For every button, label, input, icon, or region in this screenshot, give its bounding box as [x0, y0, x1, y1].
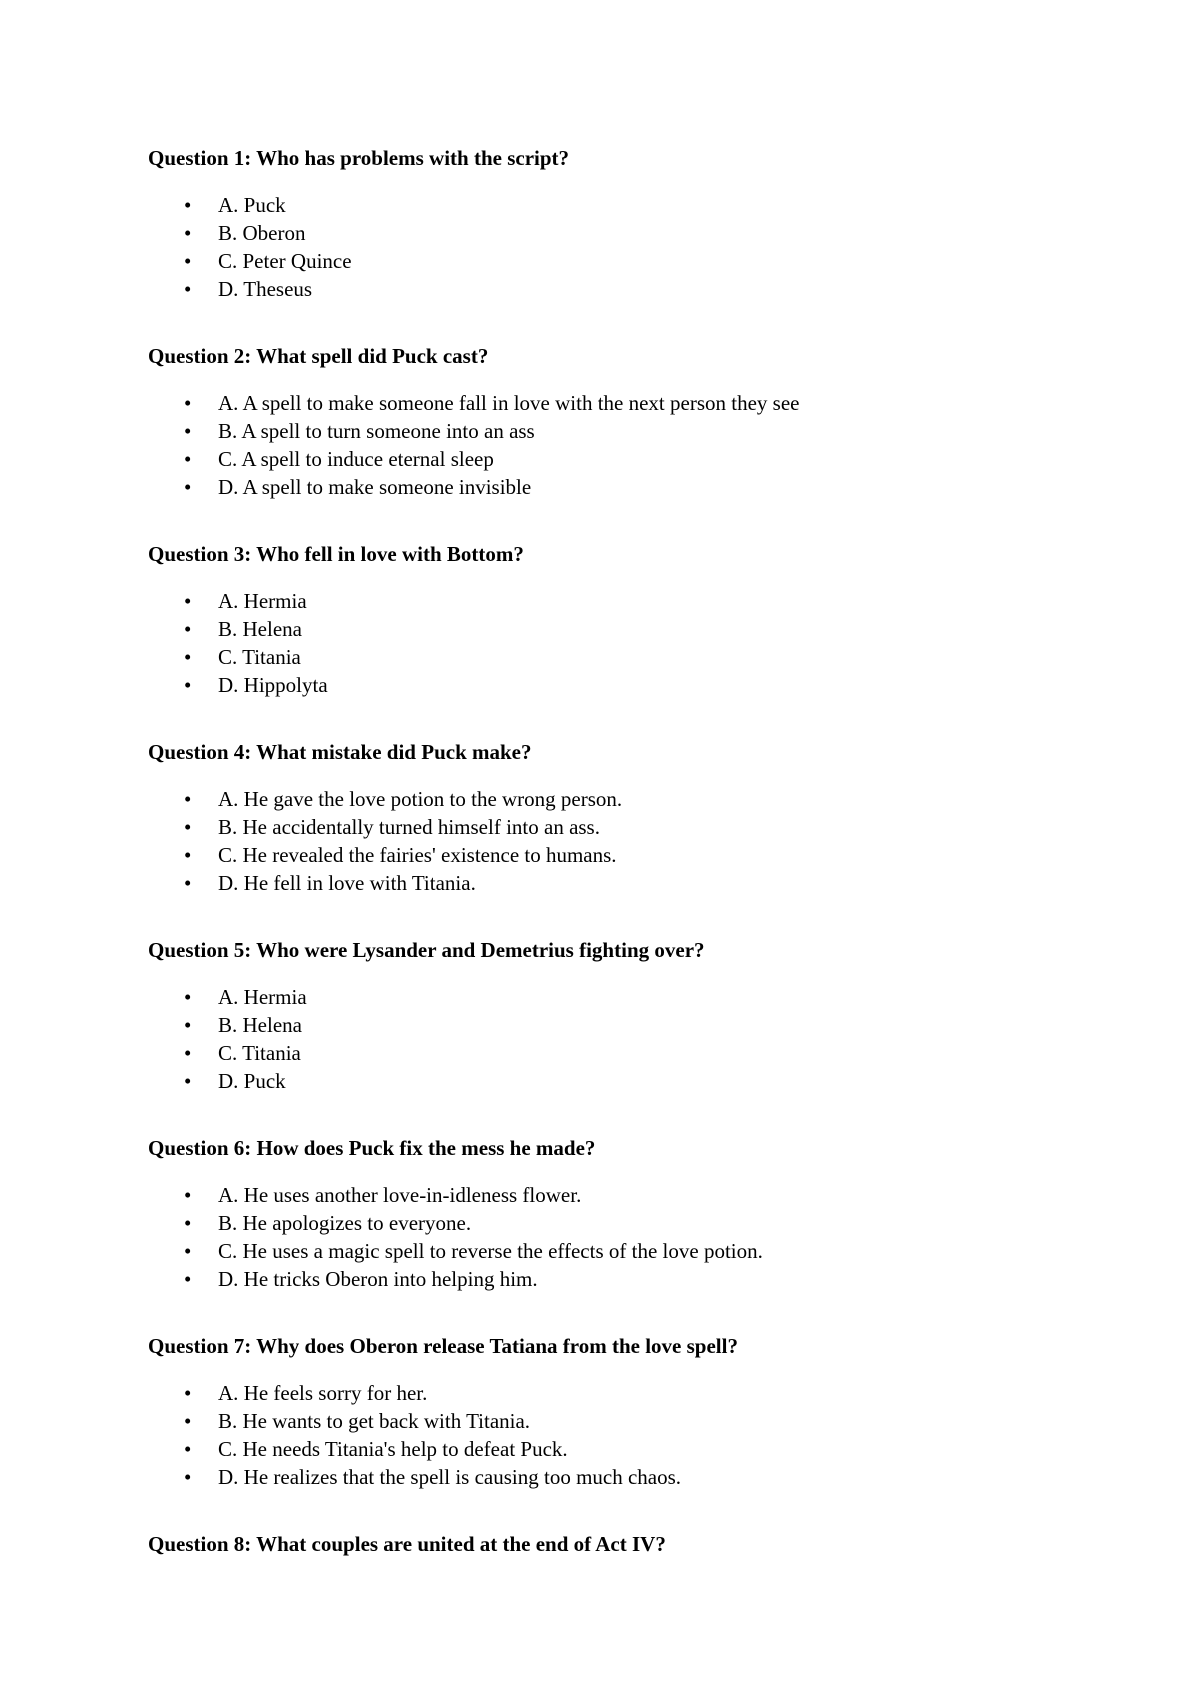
option-item	[148, 219, 1108, 247]
bullet-icon: •	[184, 815, 192, 839]
options-list	[148, 1379, 1108, 1491]
bullet-icon: •	[184, 1183, 192, 1207]
option-text: D. Hippolyta	[218, 673, 328, 697]
bullet-icon: •	[184, 843, 192, 867]
option-item	[148, 643, 1108, 671]
options-list	[148, 1181, 1108, 1293]
quiz-content	[148, 144, 1108, 1597]
option-item	[148, 1265, 1108, 1293]
bullet-icon: •	[184, 1465, 192, 1489]
bullet-icon: •	[184, 193, 192, 217]
bullet-icon: •	[184, 589, 192, 613]
options-list	[148, 587, 1108, 699]
options-list	[148, 785, 1108, 897]
option-text: B. He accidentally turned himself into an ass.	[218, 815, 600, 839]
option-item	[148, 247, 1108, 275]
option-item	[148, 785, 1108, 813]
option-item	[148, 389, 1108, 417]
option-text: D. He tricks Oberon into helping him.	[218, 1267, 538, 1291]
option-text: A. Hermia	[218, 985, 307, 1009]
bullet-icon: •	[184, 447, 192, 471]
option-item	[148, 1435, 1108, 1463]
option-text: A. He feels sorry for her.	[218, 1381, 428, 1405]
option-item	[148, 869, 1108, 897]
option-item	[148, 1209, 1108, 1237]
bullet-icon: •	[184, 391, 192, 415]
bullet-icon: •	[184, 673, 192, 697]
option-text: A. Puck	[218, 193, 286, 217]
option-item	[148, 1237, 1108, 1265]
option-item	[148, 615, 1108, 643]
question-title: Question 7: Why does Oberon release Tatiana from the love spell?	[148, 1334, 738, 1358]
question-title: Question 5: Who were Lysander and Demetrius fighting over?	[148, 938, 705, 962]
bullet-icon: •	[184, 871, 192, 895]
bullet-icon: •	[184, 1239, 192, 1263]
option-text: D. Puck	[218, 1069, 286, 1093]
bullet-icon: •	[184, 617, 192, 641]
bullet-icon: •	[184, 645, 192, 669]
question-7	[148, 1332, 1108, 1491]
option-text: A. He uses another love-in-idleness flower.	[218, 1183, 582, 1207]
bullet-icon: •	[184, 277, 192, 301]
option-text: B. Helena	[218, 1013, 302, 1037]
option-text: A. Hermia	[218, 589, 307, 613]
option-text: C. He revealed the fairies' existence to humans.	[218, 843, 617, 867]
question-title: Question 3: Who fell in love with Bottom?	[148, 542, 524, 566]
option-item	[148, 841, 1108, 869]
option-item	[148, 1407, 1108, 1435]
bullet-icon: •	[184, 1437, 192, 1461]
bullet-icon: •	[184, 1381, 192, 1405]
option-text: C. He needs Titania's help to defeat Puck.	[218, 1437, 568, 1461]
option-item	[148, 1011, 1108, 1039]
bullet-icon: •	[184, 1211, 192, 1235]
option-item	[148, 983, 1108, 1011]
bullet-icon: •	[184, 1013, 192, 1037]
option-text: C. Peter Quince	[218, 249, 352, 273]
option-item	[148, 1039, 1108, 1067]
option-item	[148, 445, 1108, 473]
bullet-icon: •	[184, 985, 192, 1009]
bullet-icon: •	[184, 1409, 192, 1433]
bullet-icon: •	[184, 787, 192, 811]
option-text: D. He realizes that the spell is causing too much chaos.	[218, 1465, 682, 1489]
option-text: B. Oberon	[218, 221, 306, 245]
question-1	[148, 144, 1108, 303]
option-text: C. A spell to induce eternal sleep	[218, 447, 494, 471]
bullet-icon: •	[184, 419, 192, 443]
question-title: Question 4: What mistake did Puck make?	[148, 740, 532, 764]
option-text: D. A spell to make someone invisible	[218, 475, 532, 499]
option-text: A. A spell to make someone fall in love with the next person they see	[218, 391, 800, 415]
question-3	[148, 540, 1108, 699]
question-title: Question 6: How does Puck fix the mess he made?	[148, 1136, 596, 1160]
option-item	[148, 813, 1108, 841]
bullet-icon: •	[184, 1041, 192, 1065]
question-title: Question 1: Who has problems with the script?	[148, 146, 570, 170]
option-item	[148, 587, 1108, 615]
question-title: Question 2: What spell did Puck cast?	[148, 344, 489, 368]
options-list	[148, 389, 1108, 501]
question-2	[148, 342, 1108, 501]
option-text: B. Helena	[218, 617, 302, 641]
option-item	[148, 417, 1108, 445]
option-text: C. Titania	[218, 645, 301, 669]
question-4	[148, 738, 1108, 897]
option-item	[148, 191, 1108, 219]
option-item	[148, 1379, 1108, 1407]
option-text: A. He gave the love potion to the wrong person.	[218, 787, 623, 811]
option-text: B. A spell to turn someone into an ass	[218, 419, 535, 443]
options-list	[148, 983, 1108, 1095]
bullet-icon: •	[184, 1267, 192, 1291]
option-text: C. Titania	[218, 1041, 301, 1065]
question-title: Question 8: What couples are united at the end of Act IV?	[148, 1532, 666, 1556]
option-text: C. He uses a magic spell to reverse the effects of the love potion.	[218, 1239, 763, 1263]
options-list	[148, 191, 1108, 303]
question-5	[148, 936, 1108, 1095]
option-item	[148, 473, 1108, 501]
option-item	[148, 275, 1108, 303]
option-text: B. He apologizes to everyone.	[218, 1211, 472, 1235]
option-item	[148, 1181, 1108, 1209]
bullet-icon: •	[184, 475, 192, 499]
option-text: D. He fell in love with Titania.	[218, 871, 476, 895]
bullet-icon: •	[184, 221, 192, 245]
option-item	[148, 671, 1108, 699]
bullet-icon: •	[184, 1069, 192, 1093]
question-8	[148, 1530, 1108, 1558]
option-item	[148, 1067, 1108, 1095]
option-item	[148, 1463, 1108, 1491]
option-text: D. Theseus	[218, 277, 313, 301]
bullet-icon: •	[184, 249, 192, 273]
question-6	[148, 1134, 1108, 1293]
option-text: B. He wants to get back with Titania.	[218, 1409, 531, 1433]
